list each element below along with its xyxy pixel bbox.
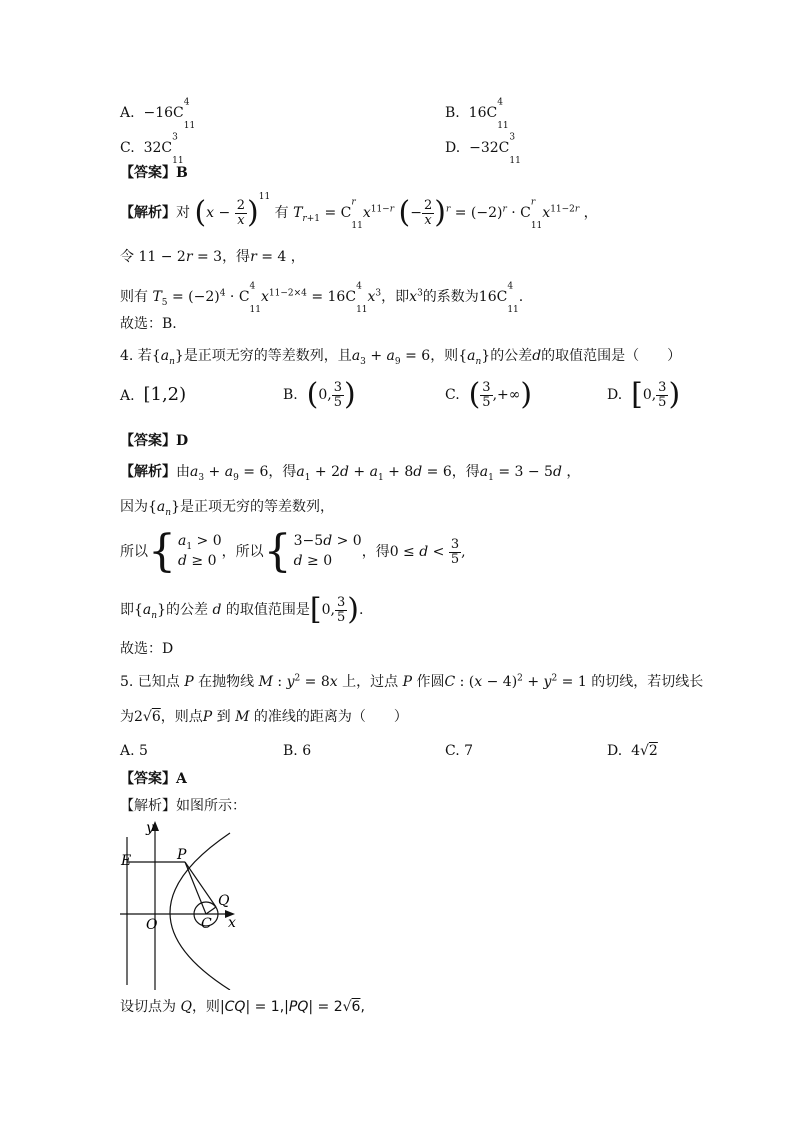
q3-analysis-line1: 【解析】对 (x − $\frac{2}{x}$ )$^{11}$ 有 $T_{r+1} = C^r$ $_{11}x^{11-r}$ (− $\frac{2}{x}$ )$^r = (-2)^r \cdot C^r$ $_{11}x^{11-2r}$ ， xyxy=(120,192,598,231)
q4-analysis-line4: 即$\{a_n\}$的公差 d 的取值范围是[0, $\frac{3}{5}$ ). xyxy=(120,592,364,627)
q4-option-b: B. (0, $\frac{3}{5}$ ) xyxy=(283,377,356,412)
q4-choose: 故选：D xyxy=(120,641,174,657)
label-c: C xyxy=(201,916,212,932)
label-q: Q xyxy=(218,893,230,909)
q3-option-a: A. $-16C^4$ $_{11}$ xyxy=(120,97,196,131)
q5-option-d: D. 4√2 xyxy=(607,743,658,759)
label-y: y xyxy=(146,820,154,836)
q4-analysis-line2: 因为$\{a_n\}$是正项无穷的等差数列， xyxy=(120,499,334,518)
q4-answer: 【答案】D xyxy=(120,433,189,449)
q5-analysis-intro: 【解析】如图所示： xyxy=(120,798,246,814)
q3-option-b: B. $16C^4$ $_{11}$ xyxy=(445,97,509,131)
label-o: O xyxy=(146,917,158,933)
label-e: E xyxy=(121,853,132,869)
q5-answer: 【答案】A xyxy=(120,771,187,787)
parabola-figure xyxy=(115,815,250,990)
q3-answer: 【答案】B xyxy=(120,165,188,181)
q3-option-c: C. $32C^3$ $_{11}$ xyxy=(120,132,184,166)
q4-option-c: C. ( $\frac{3}{5}$ ,+∞) xyxy=(445,377,533,412)
q3-analysis-line2: 令 11 − 2r = 3，得r = 4 ， xyxy=(120,249,305,265)
q3-analysis-line3: 则有 $T_5 = (-2)^4 \cdot C^4$ $_{11}x^{11-2\times 4} = 16C^4$ $_{11}x^3$，即$x^3$的系数为$16C^4$ $_{11}$. xyxy=(120,281,524,315)
q5-stem-line1: 5. 已知点 P 在抛物线 M : $y^2 = 8x$ 上，过点 P 作圆C : $(x - 4)^2 + y^2 = 1$ 的切线，若切线长 xyxy=(120,673,704,690)
q4-analysis-line1: 【解析】由$a_3 + a_9 = 6$，得$a_1 + 2d + a_1 + 8d = 6$，得$a_1 = 3 - 5d$ ， xyxy=(120,464,581,483)
q5-option-a: A. 5 xyxy=(120,743,148,759)
q3-option-d: D. $-32C^3$ $_{11}$ xyxy=(445,132,521,166)
line-cq xyxy=(206,907,216,914)
q4-stem: 4. 若$\{a_n\}$是正项无穷的等差数列，且$a_3 + a_9 = 6$，则$\{a_n\}$的公差d的取值范围是（ ） xyxy=(120,348,682,367)
label-x: x xyxy=(228,915,236,931)
q4-option-d: D. [0, $\frac{3}{5}$ ) xyxy=(607,377,681,412)
q4-analysis-line3: 所以{ $a_1 > 0$ d ≥ 0，所以{ 3−5d > 0 d ≥ 0，得0 ≤ d < $\frac{3}{5}$ , xyxy=(120,526,466,577)
q5-analysis-last: 设切点为 Q，则|CQ| = 1,|PQ| = 2√6, xyxy=(120,999,365,1015)
q5-option-b: B. 6 xyxy=(283,743,312,759)
q4-option-a: A. [1,2) xyxy=(120,384,187,405)
label-p: P xyxy=(177,847,187,863)
q5-option-c: C. 7 xyxy=(445,743,474,759)
q3-choose: 故选：B. xyxy=(120,316,177,332)
q5-stem-line2: 为2√6，则点P 到 M 的准线的距离为（ ） xyxy=(120,709,408,725)
